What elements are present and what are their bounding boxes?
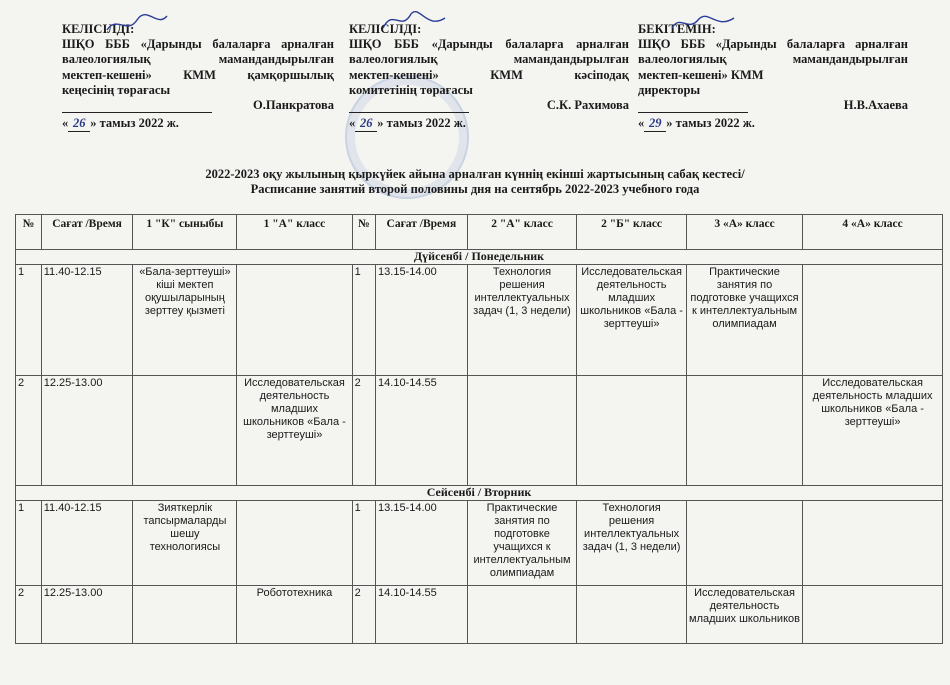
approval-text-line: комитетінің төрағасы <box>349 82 473 97</box>
lesson-time: 13.15-14.00 <box>376 501 468 586</box>
cell-1a: Исследовательская деятельность младших школьников «Бала - зерттеуші» <box>237 376 352 486</box>
date-day: 26 <box>68 116 90 132</box>
cell-1k: «Бала-зерттеуші» кіші мектеп оқушыларының зерттеу қызметі <box>133 265 237 376</box>
header-cell: 1 "К" сыныбы <box>133 215 237 250</box>
header-cell: Сағат /Время <box>376 215 468 250</box>
cell-1k: Зияткерлік тапсырмаларды шешу технологиясы <box>133 501 237 586</box>
lesson-number: 2 <box>16 376 42 486</box>
approval-date: « 26 » тамыз 2022 ж. <box>349 116 629 132</box>
cell-3a: Практические занятия по подготовке учащихся к интеллектуальным олимпиадам <box>686 265 802 376</box>
lesson-number: 2 <box>16 586 42 644</box>
signer-name: Н.В.Ахаева <box>843 98 908 113</box>
lesson-number: 1 <box>352 501 375 586</box>
approval-text-line: директоры <box>638 82 701 97</box>
cell-2a: Практические занятия по подготовке учащихся к интеллектуальным олимпиадам <box>467 501 577 586</box>
cell-3a: Исследовательская деятельность младших школьников <box>686 586 802 644</box>
header-cell: Сағат /Время <box>41 215 133 250</box>
lesson-number: 2 <box>352 586 375 644</box>
title-line-russian: Расписание занятий второй половины дня на сентябрь 2022-2023 учебного года <box>250 182 700 196</box>
date-day: 29 <box>644 116 666 132</box>
cell-2a <box>467 376 577 486</box>
approval-text-line: валеологиялық мамандандырылған <box>638 52 908 67</box>
approval-text-line: валеологиялық мамандандырылған <box>62 52 334 67</box>
document-title <box>0 167 950 197</box>
cell-2b: Исследовательская деятельность младших школьников «Бала - зерттеуші» <box>577 265 687 376</box>
lesson-time: 14.10-14.55 <box>376 586 468 644</box>
approval-block-guardianship <box>62 22 334 132</box>
approval-date: « 29 » тамыз 2022 ж. <box>638 116 908 132</box>
cell-2b: Технология решения интеллектуальных задач (1, 3 недели) <box>577 501 687 586</box>
approval-text-line: валеологиялық мамандандырылған <box>349 52 629 67</box>
signature-line <box>638 100 748 113</box>
approval-text-line: мектеп-кешені» КММ қамқоршылық <box>62 67 334 82</box>
cell-1k <box>133 376 237 486</box>
approval-text-line: ШҚО БББ «Дарынды балаларға арналған <box>62 37 334 52</box>
approvals-header <box>0 0 950 150</box>
signature-line <box>62 100 212 113</box>
schedule-table <box>15 214 943 644</box>
signature-line <box>349 100 469 113</box>
approval-text-line: мектеп-кешені» КММ <box>638 67 764 82</box>
cell-2a: Технология решения интеллектуальных задач (1, 3 недели) <box>467 265 577 376</box>
cell-1a: Робототехника <box>237 586 352 644</box>
cell-1a <box>237 265 352 376</box>
table-row <box>16 265 943 376</box>
signature-icon <box>668 10 738 36</box>
header-cell: 2 "А" класс <box>467 215 577 250</box>
lesson-time: 11.40-12.15 <box>41 265 133 376</box>
lesson-number: 2 <box>352 376 375 486</box>
day-row <box>16 250 943 265</box>
approval-text-line: мектеп-кешені» КММ кәсіподақ <box>349 67 629 82</box>
table-row <box>16 501 943 586</box>
lesson-time: 12.25-13.00 <box>41 586 133 644</box>
cell-3a <box>686 501 802 586</box>
lesson-number: 1 <box>16 501 42 586</box>
approval-text-line: ШҚО БББ «Дарынды балаларға арналған <box>638 37 908 52</box>
signature-icon <box>102 10 172 36</box>
signer-name: С.К. Рахимова <box>546 98 629 113</box>
header-cell: 3 «А» класс <box>686 215 802 250</box>
approval-block-union <box>349 22 629 132</box>
cell-4a: Исследовательская деятельность младших школьников «Бала - зерттеуші» <box>803 376 943 486</box>
signer-name: О.Панкратова <box>252 98 334 113</box>
approval-text-line: ШҚО БББ «Дарынды балаларға арналған <box>349 37 629 52</box>
header-cell: 2 "Б" класс <box>577 215 687 250</box>
cell-1a <box>237 501 352 586</box>
header-cell: № <box>352 215 375 250</box>
cell-4a <box>803 586 943 644</box>
date-day: 26 <box>355 116 377 132</box>
table-header-row <box>16 215 943 250</box>
signature-icon <box>379 6 449 34</box>
lesson-time: 13.15-14.00 <box>376 265 468 376</box>
lesson-number: 1 <box>16 265 42 376</box>
cell-2b <box>577 376 687 486</box>
lesson-time: 12.25-13.00 <box>41 376 133 486</box>
cell-4a <box>803 265 943 376</box>
approval-heading: КЕЛІСІЛДІ: <box>62 22 135 36</box>
approval-text-line: кеңесінің төрағасы <box>62 82 171 97</box>
day-label: Дүйсенбі / Понедельник <box>16 250 943 265</box>
header-cell: № <box>16 215 42 250</box>
approval-heading: БЕКІТЕМІН: <box>638 22 716 36</box>
cell-2b <box>577 586 687 644</box>
day-label: Сейсенбі / Вторник <box>16 486 943 501</box>
cell-3a <box>686 376 802 486</box>
lesson-number: 1 <box>352 265 375 376</box>
approval-block-director <box>638 22 908 132</box>
day-row <box>16 486 943 501</box>
approval-heading: КЕЛІСІЛДІ: <box>349 22 422 36</box>
cell-2a <box>467 586 577 644</box>
cell-4a <box>803 501 943 586</box>
title-line-kazakh: 2022-2023 оқу жылының қыркүйек айына арналған күннің екінші жартысының сабақ кестесі/ <box>205 167 745 181</box>
table-row <box>16 376 943 486</box>
table-row <box>16 586 943 644</box>
header-cell: 4 «А» класс <box>803 215 943 250</box>
cell-1k <box>133 586 237 644</box>
approval-date: « 26 » тамыз 2022 ж. <box>62 116 334 132</box>
lesson-time: 11.40-12.15 <box>41 501 133 586</box>
lesson-time: 14.10-14.55 <box>376 376 468 486</box>
header-cell: 1 "А" класс <box>237 215 352 250</box>
